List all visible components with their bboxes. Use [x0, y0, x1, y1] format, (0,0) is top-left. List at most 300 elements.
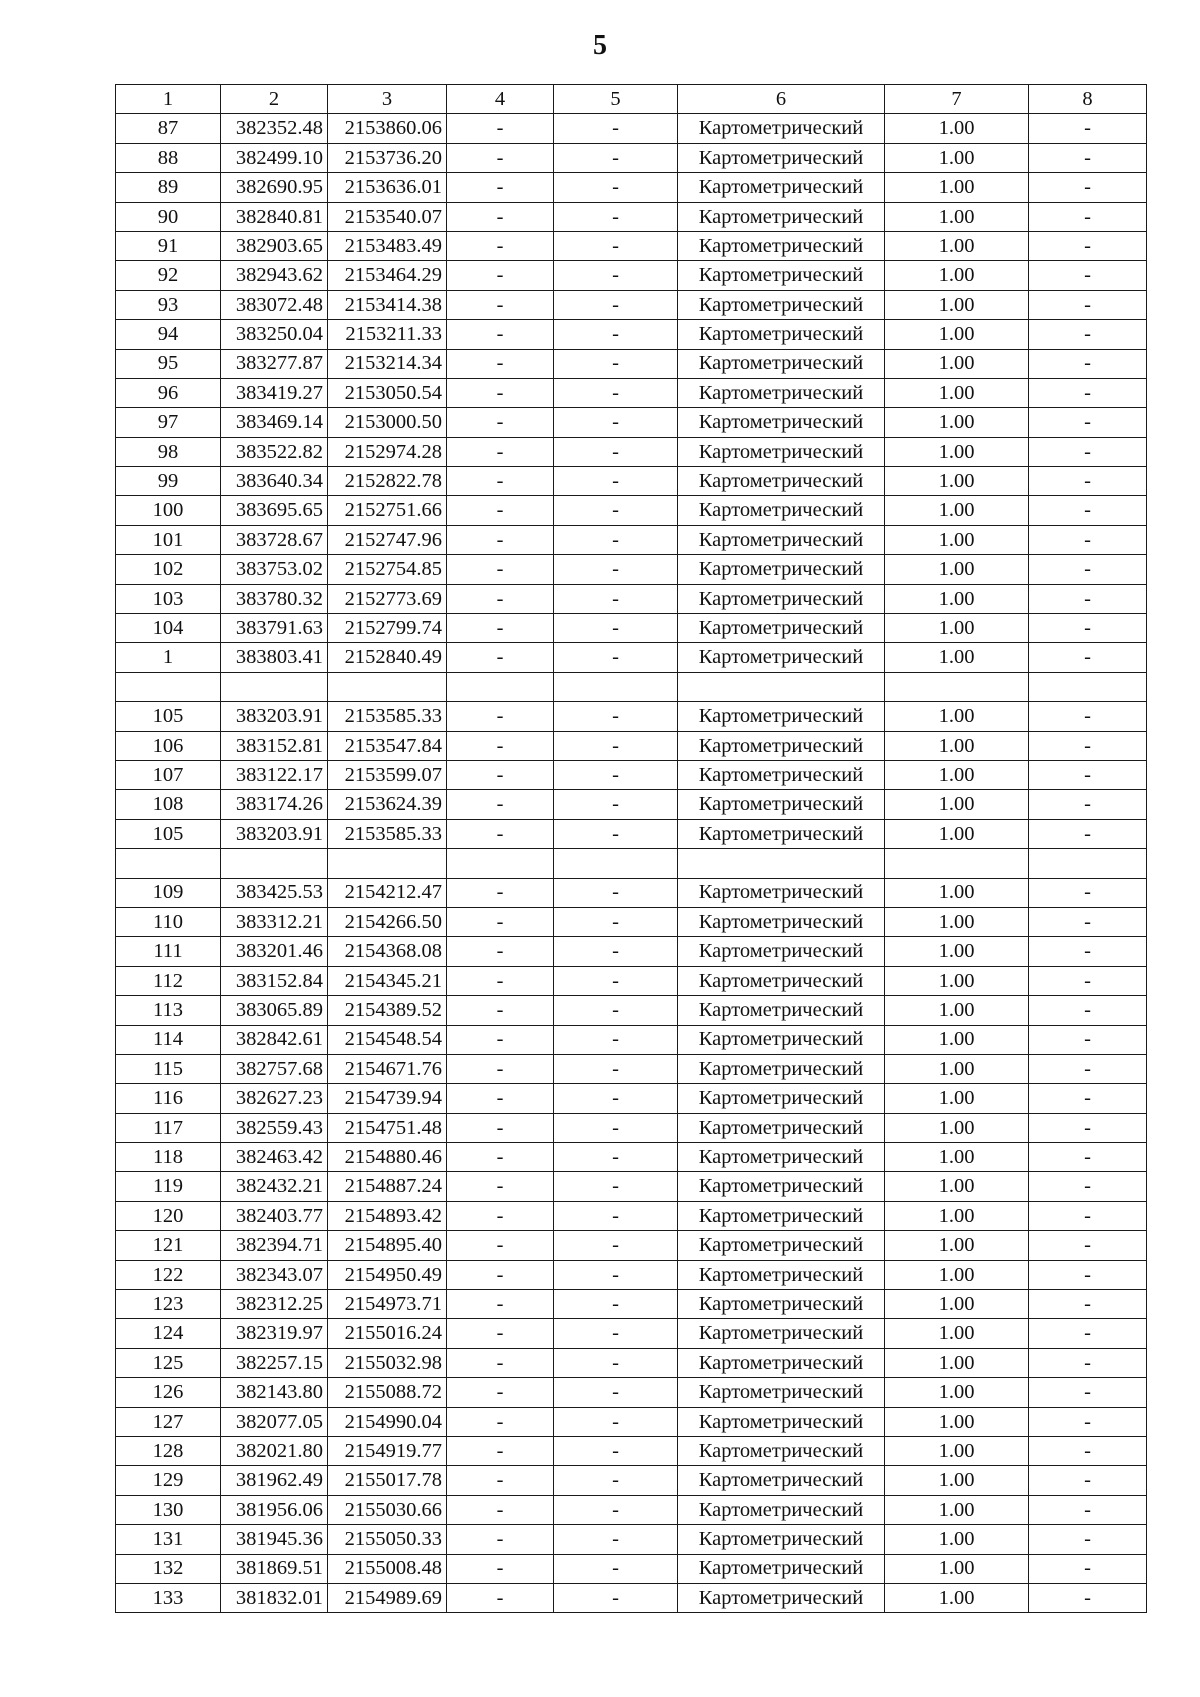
table-cell: -	[1029, 1231, 1147, 1260]
table-cell: 104	[116, 614, 221, 643]
table-cell: 1	[116, 643, 221, 672]
table-cell: -	[1029, 437, 1147, 466]
table-cell: 1.00	[885, 907, 1029, 936]
table-cell: 382143.80	[221, 1378, 328, 1407]
table-cell: 1.00	[885, 467, 1029, 496]
table-cell: 1.00	[885, 290, 1029, 319]
empty-cell	[328, 672, 447, 701]
empty-cell	[116, 672, 221, 701]
table-cell: 2155032.98	[328, 1348, 447, 1377]
table-cell: -	[554, 1378, 678, 1407]
table-cell: -	[447, 937, 554, 966]
table-row	[116, 1201, 1147, 1230]
table-cell: 382943.62	[221, 261, 328, 290]
table-cell: -	[1029, 114, 1147, 143]
table-cell: -	[447, 996, 554, 1025]
table-cell: 381832.01	[221, 1583, 328, 1612]
table-cell: -	[447, 496, 554, 525]
page-number: 5	[593, 30, 607, 61]
table-cell: 98	[116, 437, 221, 466]
table-cell: 2154345.21	[328, 966, 447, 995]
table-cell: Картометрический	[678, 614, 885, 643]
table-row	[116, 1407, 1147, 1436]
table-cell: 2153540.07	[328, 202, 447, 231]
table-cell: 382903.65	[221, 231, 328, 260]
table-cell: -	[1029, 290, 1147, 319]
table-cell: 2154973.71	[328, 1290, 447, 1319]
table-cell: 383065.89	[221, 996, 328, 1025]
table-cell: 1.00	[885, 1172, 1029, 1201]
table-cell: Картометрический	[678, 320, 885, 349]
table-cell: 2153214.34	[328, 349, 447, 378]
table-cell: Картометрический	[678, 290, 885, 319]
table-cell: -	[554, 937, 678, 966]
table-cell: Картометрический	[678, 1201, 885, 1230]
table-cell: -	[447, 1084, 554, 1113]
table-cell: Картометрический	[678, 1525, 885, 1554]
table-cell: -	[447, 1378, 554, 1407]
table-cell: 1.00	[885, 173, 1029, 202]
table-cell: -	[1029, 231, 1147, 260]
table-cell: 113	[116, 996, 221, 1025]
table-cell: 382352.48	[221, 114, 328, 143]
table-cell: 382499.10	[221, 143, 328, 172]
table-cell: Картометрический	[678, 173, 885, 202]
empty-cell	[885, 672, 1029, 701]
table-cell: -	[447, 878, 554, 907]
table-cell: -	[1029, 1348, 1147, 1377]
table-cell: -	[447, 1290, 554, 1319]
table-cell: -	[554, 1231, 678, 1260]
table-cell: Картометрический	[678, 937, 885, 966]
table-cell: -	[554, 966, 678, 995]
table-cell: -	[554, 1054, 678, 1083]
table-cell: -	[554, 408, 678, 437]
table-cell: 383753.02	[221, 555, 328, 584]
table-cell: -	[447, 907, 554, 936]
table-cell: -	[1029, 1113, 1147, 1142]
table-cell: 2153464.29	[328, 261, 447, 290]
table-cell: 383522.82	[221, 437, 328, 466]
table-cell: 95	[116, 349, 221, 378]
table-cell: 383640.34	[221, 467, 328, 496]
table-cell: -	[554, 1348, 678, 1377]
table-row	[116, 261, 1147, 290]
table-cell: 383425.53	[221, 878, 328, 907]
table-cell: 383072.48	[221, 290, 328, 319]
table-cell: 131	[116, 1525, 221, 1554]
table-cell: Картометрический	[678, 878, 885, 907]
table-cell: -	[1029, 1436, 1147, 1465]
table-cell: 2152974.28	[328, 437, 447, 466]
table-cell: -	[1029, 1025, 1147, 1054]
column-header: 4	[447, 85, 554, 114]
table-cell: Картометрический	[678, 1260, 885, 1289]
table-cell: -	[554, 202, 678, 231]
column-header: 1	[116, 85, 221, 114]
table-cell: 383203.91	[221, 819, 328, 848]
empty-cell	[447, 672, 554, 701]
table-cell: -	[447, 1319, 554, 1348]
table-cell: -	[554, 1260, 678, 1289]
table-cell: -	[447, 584, 554, 613]
table-cell: Картометрический	[678, 819, 885, 848]
table-cell: 2155016.24	[328, 1319, 447, 1348]
table-cell: 1.00	[885, 1201, 1029, 1230]
table-cell: -	[554, 790, 678, 819]
separator-row	[116, 849, 1147, 878]
table-cell: Картометрический	[678, 731, 885, 760]
table-cell: -	[1029, 907, 1147, 936]
table-cell: -	[554, 320, 678, 349]
table-cell: 114	[116, 1025, 221, 1054]
table-cell: 1.00	[885, 996, 1029, 1025]
table-cell: -	[1029, 1407, 1147, 1436]
table-cell: 382757.68	[221, 1054, 328, 1083]
table-cell: Картометрический	[678, 966, 885, 995]
table-cell: -	[447, 1025, 554, 1054]
table-cell: -	[1029, 143, 1147, 172]
table-cell: 383250.04	[221, 320, 328, 349]
table-cell: 2153860.06	[328, 114, 447, 143]
table-cell: 132	[116, 1554, 221, 1583]
table-cell: 103	[116, 584, 221, 613]
table-cell: -	[447, 202, 554, 231]
table-cell: 2152773.69	[328, 584, 447, 613]
table-cell: -	[447, 614, 554, 643]
table-cell: 2154919.77	[328, 1436, 447, 1465]
table-cell: Картометрический	[678, 1495, 885, 1524]
table-row	[116, 349, 1147, 378]
table-cell: 1.00	[885, 1113, 1029, 1142]
empty-cell	[554, 672, 678, 701]
table-cell: 108	[116, 790, 221, 819]
table-cell: 381869.51	[221, 1554, 328, 1583]
table-row	[116, 1172, 1147, 1201]
table-cell: -	[554, 173, 678, 202]
table-cell: 97	[116, 408, 221, 437]
table-cell: 382319.97	[221, 1319, 328, 1348]
table-cell: -	[447, 966, 554, 995]
table-cell: 2154989.69	[328, 1583, 447, 1612]
table-cell: -	[1029, 996, 1147, 1025]
table-cell: -	[447, 1436, 554, 1465]
table-row	[116, 1231, 1147, 1260]
table-cell: 121	[116, 1231, 221, 1260]
table-cell: -	[1029, 525, 1147, 554]
table-cell: 2154895.40	[328, 1231, 447, 1260]
table-row	[116, 819, 1147, 848]
table-cell: 1.00	[885, 231, 1029, 260]
coordinates-table	[115, 84, 1147, 1613]
table-cell: -	[447, 437, 554, 466]
table-cell: 2155008.48	[328, 1554, 447, 1583]
table-cell: -	[554, 467, 678, 496]
table-cell: 122	[116, 1260, 221, 1289]
table-row	[116, 231, 1147, 260]
table-cell: -	[447, 790, 554, 819]
table-cell: 383152.84	[221, 966, 328, 995]
table-row	[116, 643, 1147, 672]
table-cell: -	[554, 1407, 678, 1436]
table-cell: 105	[116, 819, 221, 848]
table-cell: -	[1029, 1466, 1147, 1495]
empty-cell	[885, 849, 1029, 878]
table-cell: -	[1029, 878, 1147, 907]
table-cell: 383803.41	[221, 643, 328, 672]
table-cell: 382690.95	[221, 173, 328, 202]
table-cell: 2153211.33	[328, 320, 447, 349]
table-cell: -	[1029, 1143, 1147, 1172]
table-cell: Картометрический	[678, 1319, 885, 1348]
table-cell: -	[447, 819, 554, 848]
table-cell: 2154887.24	[328, 1172, 447, 1201]
table-cell: 2153599.07	[328, 760, 447, 789]
table-row	[116, 966, 1147, 995]
table-cell: Картометрический	[678, 760, 885, 789]
table-cell: 1.00	[885, 1260, 1029, 1289]
table-cell: Картометрический	[678, 143, 885, 172]
table-cell: -	[447, 1260, 554, 1289]
table-cell: Картометрический	[678, 1113, 885, 1142]
table-cell: -	[554, 702, 678, 731]
table-cell: 128	[116, 1436, 221, 1465]
table-cell: 382257.15	[221, 1348, 328, 1377]
table-row	[116, 467, 1147, 496]
table-cell: -	[554, 1172, 678, 1201]
table-row	[116, 202, 1147, 231]
table-cell: Картометрический	[678, 1025, 885, 1054]
table-header-row	[116, 85, 1147, 114]
table-row	[116, 1260, 1147, 1289]
table-cell: 101	[116, 525, 221, 554]
table-cell: -	[554, 290, 678, 319]
table-cell: 1.00	[885, 408, 1029, 437]
table-cell: -	[1029, 819, 1147, 848]
table-row	[116, 1466, 1147, 1495]
table-cell: -	[447, 408, 554, 437]
table-cell: -	[447, 1525, 554, 1554]
table-cell: -	[447, 261, 554, 290]
table-cell: 1.00	[885, 878, 1029, 907]
table-cell: 1.00	[885, 378, 1029, 407]
table-cell: 383695.65	[221, 496, 328, 525]
table-cell: -	[554, 1201, 678, 1230]
table-row	[116, 731, 1147, 760]
table-cell: -	[447, 760, 554, 789]
empty-cell	[678, 672, 885, 701]
table-cell: 1.00	[885, 349, 1029, 378]
table-cell: 2152747.96	[328, 525, 447, 554]
table-cell: Картометрический	[678, 1143, 885, 1172]
table-cell: -	[447, 143, 554, 172]
table-cell: -	[554, 231, 678, 260]
table-body	[116, 114, 1147, 1613]
table-row	[116, 1583, 1147, 1612]
table-cell: -	[554, 143, 678, 172]
table-cell: -	[1029, 467, 1147, 496]
table-cell: -	[1029, 320, 1147, 349]
table-cell: 93	[116, 290, 221, 319]
table-cell: Картометрический	[678, 202, 885, 231]
table-row	[116, 878, 1147, 907]
table-cell: 382463.42	[221, 1143, 328, 1172]
table-cell: 112	[116, 966, 221, 995]
table-cell: 381945.36	[221, 1525, 328, 1554]
table-cell: 125	[116, 1348, 221, 1377]
table-cell: 1.00	[885, 1143, 1029, 1172]
table-cell: Картометрический	[678, 467, 885, 496]
table-cell: 2153736.20	[328, 143, 447, 172]
table-row	[116, 1084, 1147, 1113]
table-row	[116, 143, 1147, 172]
table-cell: 2154266.50	[328, 907, 447, 936]
table-cell: 382559.43	[221, 1113, 328, 1142]
table-cell: -	[447, 1466, 554, 1495]
table-cell: 382077.05	[221, 1407, 328, 1436]
table-cell: -	[554, 614, 678, 643]
table-cell: -	[554, 496, 678, 525]
table-cell: 383152.81	[221, 731, 328, 760]
table-cell: Картометрический	[678, 437, 885, 466]
table-row	[116, 173, 1147, 202]
table-cell: 107	[116, 760, 221, 789]
table-cell: Картометрический	[678, 996, 885, 1025]
table-cell: -	[554, 437, 678, 466]
table-cell: 2155050.33	[328, 1525, 447, 1554]
table-cell: 120	[116, 1201, 221, 1230]
table-cell: -	[447, 231, 554, 260]
table-cell: 1.00	[885, 202, 1029, 231]
table-cell: 383122.17	[221, 760, 328, 789]
table-cell: 117	[116, 1113, 221, 1142]
table-cell: -	[447, 1407, 554, 1436]
table-cell: 1.00	[885, 1525, 1029, 1554]
empty-cell	[1029, 672, 1147, 701]
table-cell: 1.00	[885, 1054, 1029, 1083]
table-row	[116, 320, 1147, 349]
table-cell: Картометрический	[678, 1290, 885, 1319]
table-cell: -	[1029, 378, 1147, 407]
table-cell: 383203.91	[221, 702, 328, 731]
table-row	[116, 907, 1147, 936]
empty-cell	[116, 849, 221, 878]
table-cell: -	[554, 555, 678, 584]
table-cell: 89	[116, 173, 221, 202]
table-cell: 1.00	[885, 1583, 1029, 1612]
table-cell: 382842.61	[221, 1025, 328, 1054]
column-header: 7	[885, 85, 1029, 114]
table-cell: 2152822.78	[328, 467, 447, 496]
table-cell: 382312.25	[221, 1290, 328, 1319]
table-cell: -	[554, 643, 678, 672]
table-cell: 1.00	[885, 1025, 1029, 1054]
table-cell: 1.00	[885, 1466, 1029, 1495]
table-cell: -	[554, 1583, 678, 1612]
table-cell: 2154212.47	[328, 878, 447, 907]
table-cell: -	[554, 996, 678, 1025]
table-cell: 1.00	[885, 1378, 1029, 1407]
table-row	[116, 1319, 1147, 1348]
table-cell: -	[447, 1348, 554, 1377]
table-cell: Картометрический	[678, 261, 885, 290]
table-cell: -	[1029, 584, 1147, 613]
table-cell: Картометрический	[678, 114, 885, 143]
table-cell: Картометрический	[678, 790, 885, 819]
table-cell: 1.00	[885, 1495, 1029, 1524]
table-cell: -	[447, 1201, 554, 1230]
table-cell: 2155017.78	[328, 1466, 447, 1495]
table-cell: 127	[116, 1407, 221, 1436]
table-cell: 1.00	[885, 1554, 1029, 1583]
table-row	[116, 937, 1147, 966]
table-cell: -	[554, 1554, 678, 1583]
table-cell: -	[554, 1025, 678, 1054]
table-cell: 123	[116, 1290, 221, 1319]
empty-cell	[328, 849, 447, 878]
table-cell: -	[1029, 614, 1147, 643]
table-cell: 90	[116, 202, 221, 231]
table-cell: 382403.77	[221, 1201, 328, 1230]
table-cell: -	[447, 349, 554, 378]
table-cell: 383780.32	[221, 584, 328, 613]
table-cell: 2154950.49	[328, 1260, 447, 1289]
table-cell: 105	[116, 702, 221, 731]
table-row	[116, 1054, 1147, 1083]
table-row	[116, 408, 1147, 437]
table-row	[116, 555, 1147, 584]
table-cell: 2153585.33	[328, 702, 447, 731]
empty-cell	[678, 849, 885, 878]
table-cell: 1.00	[885, 760, 1029, 789]
table-cell: 1.00	[885, 1436, 1029, 1465]
table-cell: 1.00	[885, 819, 1029, 848]
table-row	[116, 525, 1147, 554]
table-cell: 88	[116, 143, 221, 172]
table-cell: 126	[116, 1378, 221, 1407]
table-cell: Картометрический	[678, 1172, 885, 1201]
table-cell: 2153050.54	[328, 378, 447, 407]
table-cell: -	[447, 378, 554, 407]
table-cell: Картометрический	[678, 1583, 885, 1612]
table-cell: 382432.21	[221, 1172, 328, 1201]
table-cell: 383174.26	[221, 790, 328, 819]
table-cell: -	[554, 261, 678, 290]
table-cell: -	[554, 731, 678, 760]
table-cell: 1.00	[885, 614, 1029, 643]
table-row	[116, 614, 1147, 643]
table-cell: Картометрический	[678, 1407, 885, 1436]
table-cell: 119	[116, 1172, 221, 1201]
table-cell: Картометрический	[678, 1378, 885, 1407]
table-cell: 1.00	[885, 525, 1029, 554]
table-cell: -	[1029, 937, 1147, 966]
table-row	[116, 996, 1147, 1025]
table-cell: 1.00	[885, 702, 1029, 731]
table-cell: 87	[116, 114, 221, 143]
table-cell: -	[554, 819, 678, 848]
table-cell: -	[554, 1290, 678, 1319]
table-row	[116, 790, 1147, 819]
table-cell: Картометрический	[678, 1466, 885, 1495]
table-cell: 130	[116, 1495, 221, 1524]
table-cell: 2153000.50	[328, 408, 447, 437]
table-cell: 2155088.72	[328, 1378, 447, 1407]
table-cell: Картометрический	[678, 1554, 885, 1583]
table-cell: 1.00	[885, 261, 1029, 290]
table-cell: 1.00	[885, 937, 1029, 966]
table-cell: -	[1029, 1260, 1147, 1289]
